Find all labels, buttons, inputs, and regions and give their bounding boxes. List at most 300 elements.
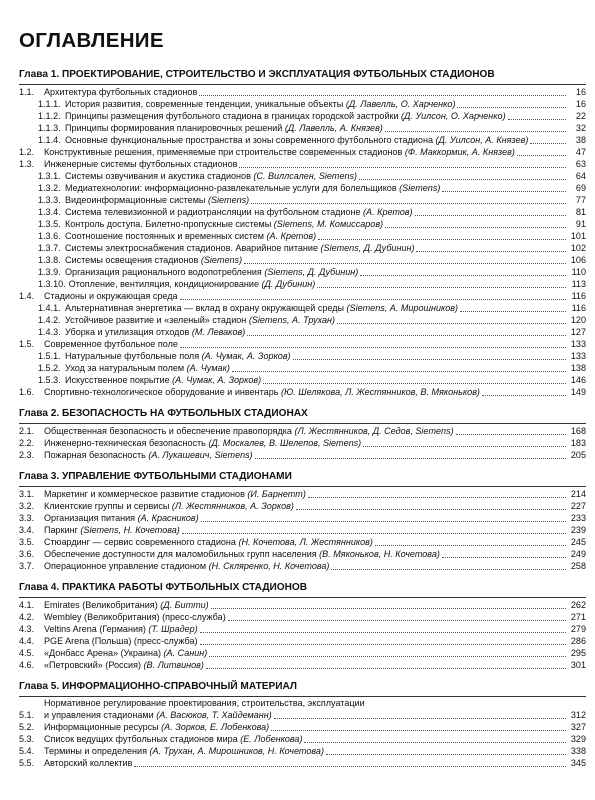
dot-leader: [255, 449, 566, 459]
toc-entry[interactable]: [19, 338, 586, 350]
entry-text: Операционное управление стадионом: [44, 560, 209, 571]
dot-leader: [326, 745, 566, 755]
entry-page: 81: [575, 206, 586, 217]
entry-text: Видеоинформационные системы: [65, 194, 208, 205]
dot-leader: [304, 733, 566, 743]
chapter-section: [19, 581, 586, 671]
toc-entry[interactable]: [19, 698, 586, 721]
dot-leader: [308, 488, 566, 498]
chapter-heading: Глава 1. ПРОЕКТИРОВАНИЕ, СТРОИТЕЛЬСТВО И ЭКСПЛУАТАЦИЯ ФУТБОЛЬНЫХ СТАДИОНОВ: [19, 69, 495, 80]
entry-number: 5.1.: [19, 710, 35, 720]
entry-authors: (А. Трухан, А. Мирошников, Н. Кочетова): [149, 746, 324, 756]
toc-entry[interactable]: [19, 757, 586, 769]
dot-leader: [244, 254, 566, 264]
entry-authors: (Siemens, Д. Дубинин): [264, 266, 359, 277]
dot-leader: [200, 635, 566, 645]
entry-title: [44, 426, 454, 437]
entry-page: 329: [570, 734, 586, 744]
entry-page: 227: [570, 500, 586, 511]
entry-page: 245: [570, 536, 586, 547]
entry-authors: (А. Чумак, А. Зорков): [201, 350, 291, 361]
entry-title: [65, 171, 357, 182]
entry-authors: (А. Зорков, Е. Лобенкова): [161, 722, 270, 732]
toc-entry[interactable]: [19, 425, 586, 437]
chapter-rule: [19, 696, 586, 697]
entry-number: 3.3.: [19, 512, 35, 523]
entry-title: [65, 363, 230, 374]
entry-page: 127: [570, 326, 586, 337]
entry-authors: (Д. Лавелль, О. Харченко): [345, 98, 456, 109]
entry-number: 3.1.: [19, 488, 35, 499]
toc-entry[interactable]: [19, 278, 586, 290]
entry-page: 295: [570, 647, 586, 658]
toc-entry[interactable]: [19, 86, 586, 98]
dot-leader: [359, 170, 566, 180]
dot-leader: [271, 721, 566, 731]
entry-title: [44, 147, 515, 158]
entry-text: Принципы формирования планировочных решений: [65, 122, 285, 133]
toc-entry[interactable]: [19, 560, 586, 572]
entry-page: 133: [570, 338, 586, 349]
entry-title: [65, 183, 440, 194]
toc-entry[interactable]: [19, 158, 586, 170]
entry-page: 47: [575, 146, 586, 157]
entry-text: Отопление, вентиляция, кондиционирование: [68, 278, 262, 289]
dot-leader: [442, 548, 566, 558]
toc-entry[interactable]: [19, 290, 586, 302]
toc-entry[interactable]: [19, 721, 586, 733]
toc-entry[interactable]: [19, 98, 586, 110]
toc-entry[interactable]: [19, 218, 586, 230]
toc-entry[interactable]: [19, 110, 586, 122]
dot-leader: [209, 647, 566, 657]
entry-number: 4.3.: [19, 623, 35, 634]
entry-authors: (Е. Лобенкова): [240, 734, 303, 744]
entry-number: 1.1.1.: [38, 98, 61, 109]
entry-text: Маркетинг и коммерческое развитие стадионов: [44, 488, 248, 499]
entry-authors: (Ю. Шелякова, Л. Жестянников, В. Мяконьков): [280, 386, 480, 397]
toc-entry[interactable]: [19, 733, 586, 745]
entry-title: [65, 231, 316, 242]
dot-leader: [375, 536, 566, 546]
dot-leader: [200, 623, 566, 633]
chapter-rule: [19, 423, 586, 424]
chapter-section: [19, 407, 586, 461]
entry-text: Искусственное покрытие: [65, 374, 173, 385]
toc-entry[interactable]: [19, 488, 586, 500]
entry-text: «Петровский» (Россия): [44, 659, 144, 670]
entry-title: [44, 722, 269, 733]
entry-number: 1.5.1.: [38, 350, 61, 361]
toc-entry[interactable]: [19, 599, 586, 611]
entry-page: 262: [570, 599, 586, 610]
entry-text: Натуральные футбольные поля: [65, 350, 202, 361]
entry-number: 4.1.: [19, 599, 35, 610]
entry-authors: (Д. Дубинин): [261, 278, 316, 289]
entry-number: 1.4.: [19, 290, 35, 301]
entry-page: 338: [570, 746, 586, 756]
entry-authors: (Ф. Маккормик, А. Князев): [404, 146, 515, 157]
entry-title-line2: [44, 709, 586, 721]
entry-authors: (Siemens, Д. Дубинин): [320, 242, 415, 253]
entry-title: [65, 255, 242, 266]
entry-text: Альтернативная энергетика — вклад в охрану окружающей среды: [65, 302, 347, 313]
toc-entry[interactable]: [19, 635, 586, 647]
entry-number: 1.3.7.: [38, 242, 61, 253]
chapter-heading: Глава 2. БЕЗОПАСНОСТЬ НА ФУТБОЛЬНЫХ СТАДИОНАХ: [19, 408, 308, 419]
entry-text: Авторский коллектив: [44, 758, 133, 768]
entry-authors: (Д. Битти): [160, 599, 209, 610]
entry-title: [65, 135, 528, 146]
entry-title: [44, 339, 178, 350]
entry-number: 1.3.3.: [38, 194, 61, 205]
entry-number: 1.3.9.: [38, 266, 61, 277]
entry-text: Организация питания: [44, 512, 138, 523]
entry-authors: (Д. Уилсон, О. Харченко): [401, 110, 506, 121]
entry-title: [44, 758, 132, 769]
entry-text: и управления стадионами: [44, 710, 157, 720]
toc-entry[interactable]: [19, 374, 586, 386]
entry-page: 146: [570, 374, 586, 385]
entry-page: 168: [570, 425, 586, 436]
entry-authors: (Н. Скляренко, Н. Кочетова): [208, 560, 330, 571]
dot-leader: [385, 218, 566, 228]
entry-text: Организация рационального водопотребления: [65, 266, 265, 277]
entry-title: [44, 438, 361, 449]
entry-authors: (Т. Шрадер): [148, 623, 198, 634]
toc-entry[interactable]: [19, 524, 586, 536]
toc-entry[interactable]: [19, 449, 586, 461]
dot-leader: [239, 158, 566, 168]
entry-number: 5.4.: [19, 746, 35, 756]
entry-text: Уход за натуральным полем: [65, 362, 187, 373]
entry-title: [44, 734, 302, 745]
entry-title: [44, 600, 209, 611]
entry-number: 1.3.8.: [38, 254, 61, 265]
dot-leader: [293, 350, 566, 360]
dot-leader: [317, 278, 566, 288]
toc-entry[interactable]: [19, 350, 586, 362]
entry-page: 214: [570, 488, 586, 499]
entry-page: 110: [571, 266, 586, 277]
entry-authors: (Siemens, Н. Кочетова): [80, 524, 180, 535]
entry-authors: (Siemens, А. Мирошников): [346, 302, 459, 313]
entry-title: [44, 501, 294, 512]
dot-leader: [415, 206, 566, 216]
entry-title: [44, 561, 329, 572]
entry-title: [44, 660, 204, 671]
toc-entry[interactable]: [19, 254, 586, 266]
toc-entry[interactable]: [19, 206, 586, 218]
entry-title: [44, 710, 272, 721]
entry-page: 69: [575, 182, 586, 193]
entry-authors: (А. Красников): [137, 512, 199, 523]
entry-authors: (А. Чумак): [186, 362, 230, 373]
entry-title: [44, 746, 324, 757]
entry-text: Архитектура футбольных стадионов: [44, 86, 198, 97]
entry-page: 101: [570, 230, 586, 241]
entry-title: [44, 159, 237, 170]
toc-entry[interactable]: [19, 536, 586, 548]
entry-number: 1.5.3.: [38, 374, 61, 385]
entry-page: 133: [570, 350, 586, 361]
entry-page: 113: [571, 278, 586, 289]
toc-entry[interactable]: [19, 659, 586, 671]
entry-page: 258: [570, 560, 586, 571]
entry-text: Системы озвучивания и акустика стадионов: [65, 170, 254, 181]
entry-number: 5.2.: [19, 722, 35, 732]
entry-authors: (В. Литвинов): [143, 659, 204, 670]
entry-page: 183: [570, 437, 586, 448]
entry-title: [65, 99, 455, 110]
dot-leader: [385, 122, 566, 132]
entry-title: [44, 624, 198, 635]
entry-number: 5.5.: [19, 758, 35, 768]
entry-text: Основные функциональные пространства и зоны современного футбольного стадиона: [65, 134, 436, 145]
entry-title: [44, 387, 480, 398]
entry-number: 1.1.: [19, 86, 35, 97]
toc-entry[interactable]: [19, 500, 586, 512]
toc-entry[interactable]: [19, 230, 586, 242]
dot-leader: [180, 290, 566, 300]
toc-entry[interactable]: [19, 623, 586, 635]
entry-page: 16: [575, 98, 586, 109]
entry-page: 271: [570, 611, 586, 622]
entry-authors: (С. Виллсален, Siemens): [253, 170, 358, 181]
toc-entry[interactable]: [19, 242, 586, 254]
entry-number: 3.5.: [19, 536, 35, 547]
entry-text: Соотношение постоянных и временных систем: [65, 230, 267, 241]
entry-authors: (И. Барнетт): [247, 488, 306, 499]
entry-title: [44, 612, 226, 623]
entry-number: 1.6.: [19, 386, 35, 397]
entry-page: 63: [575, 158, 586, 169]
entry-number: 1.4.3.: [38, 326, 61, 337]
entry-number: 1.3.10.: [38, 278, 66, 289]
toc-entry[interactable]: [19, 362, 586, 374]
toc-entry[interactable]: [19, 194, 586, 206]
chapter-section: [19, 68, 586, 398]
entry-text: Медиатехнологии: информационно-развлекательные услуги для болельщиков: [65, 182, 400, 193]
entry-page: 327: [570, 722, 586, 732]
toc-entry[interactable]: [19, 548, 586, 560]
dot-leader: [416, 242, 566, 252]
entry-text: Термины и определения: [44, 746, 150, 756]
entry-title: [44, 636, 198, 647]
entry-authors: (Л. Жестянников, Д. Седов, Siemens): [294, 425, 454, 436]
entry-authors: (А. Кретов): [363, 206, 413, 217]
entry-text: Veltins Arena (Германия): [44, 623, 149, 634]
entry-text: Emirates (Великобритания): [44, 599, 161, 610]
dot-leader: [206, 659, 566, 669]
entry-page: 16: [575, 86, 586, 97]
chapter-rule: [19, 486, 586, 487]
dot-leader: [457, 98, 566, 108]
entry-authors: (Siemens, М. Комиссаров): [273, 218, 384, 229]
entry-number: 1.3.4.: [38, 206, 61, 217]
entry-text: История развития, современные тенденции, уникальные объекты: [65, 98, 346, 109]
entry-number: 4.2.: [19, 611, 35, 622]
entry-title-wrap: [44, 698, 586, 721]
dot-leader: [530, 134, 566, 144]
entry-text: Конструктивные решения, применяемые при строительстве современных стадионов: [44, 146, 405, 157]
dot-leader: [363, 437, 566, 447]
entry-text: Список ведущих футбольных стадионов мира: [44, 734, 241, 744]
entry-text: Уборка и утилизация отходов: [65, 326, 192, 337]
entry-page: 116: [571, 290, 586, 301]
entry-text: Принципы размещения футбольного стадиона в границах городской застройки: [65, 110, 402, 121]
entry-text: Система телевизионной и радиотрансляции на футбольном стадионе: [65, 206, 364, 217]
entry-title: [69, 279, 316, 290]
dot-leader: [337, 314, 566, 324]
dot-leader: [201, 512, 566, 522]
entry-authors: (Л. Жестянников, А. Зорков): [171, 500, 294, 511]
chapter-heading: Глава 5. ИНФОРМАЦИОННО-СПРАВОЧНЫЙ МАТЕРИАЛ: [19, 681, 298, 692]
toc-entry[interactable]: [19, 611, 586, 623]
dot-leader: [456, 425, 566, 435]
chapter-heading: Глава 3. УПРАВЛЕНИЕ ФУТБОЛЬНЫМИ СТАДИОНАМИ: [19, 471, 292, 482]
entry-text: Информационные ресурсы: [44, 722, 162, 732]
entry-text: Общественная безопасность и обеспечение правопорядка: [44, 425, 295, 436]
entry-authors: (А. Васюков, Т. Хайдеманн): [156, 710, 272, 720]
entry-title: [65, 207, 413, 218]
dot-leader: [318, 230, 566, 240]
entry-text: Контроль доступа. Билетно-пропускные системы: [65, 218, 274, 229]
dot-leader: [199, 86, 566, 96]
toc-entry[interactable]: [19, 170, 586, 182]
entry-authors: (Д. Уилсон, А. Князев): [435, 134, 529, 145]
chapter-heading: Глава 4. ПРАКТИКА РАБОТЫ ФУТБОЛЬНЫХ СТАДИОНОВ: [19, 582, 308, 593]
entry-page: 249: [570, 548, 586, 559]
entry-title: [65, 315, 335, 326]
chapter-rule: [19, 597, 586, 598]
dot-leader: [247, 326, 566, 336]
entry-number: 1.1.3.: [38, 122, 61, 133]
entry-number: 1.2.: [19, 146, 35, 157]
entry-text: Клиентские группы и сервисы: [44, 500, 172, 511]
entry-page: 312: [570, 710, 586, 720]
entry-page: 77: [575, 194, 586, 205]
toc-entry[interactable]: [19, 647, 586, 659]
toc-entry[interactable]: [19, 314, 586, 326]
toc-entry[interactable]: [19, 512, 586, 524]
entry-authors: (А. Чумак, А. Зорков): [172, 374, 262, 385]
entry-number: 1.3.2.: [38, 182, 61, 193]
entry-authors: (М. Леваков): [191, 326, 246, 337]
entry-page: 345: [570, 758, 586, 768]
entry-number: 3.6.: [19, 548, 35, 559]
toc-entry[interactable]: [19, 146, 586, 158]
toc-entry[interactable]: [19, 326, 586, 338]
entry-number: 1.3.1.: [38, 170, 61, 181]
entry-title: [65, 267, 358, 278]
dot-leader: [296, 500, 566, 510]
chapter-rule: [19, 84, 586, 85]
dot-leader: [460, 302, 566, 312]
entry-text: Спортивно-технологическое оборудование и инвентарь: [44, 386, 281, 397]
entry-page: 106: [570, 254, 586, 265]
entry-number: 1.5.2.: [38, 362, 61, 373]
entry-number: 1.4.1.: [38, 302, 61, 313]
page-title: ОГЛАВЛЕНИЕ: [19, 29, 164, 52]
chapter-section: [19, 470, 586, 572]
entry-page: 38: [575, 134, 586, 145]
entry-title: [44, 450, 253, 461]
entry-title: [44, 537, 373, 548]
table-of-contents: [19, 68, 586, 769]
entry-authors: (Д. Москалев, В. Шелепов, Siemens): [208, 437, 362, 448]
entry-number: 4.4.: [19, 635, 35, 646]
toc-entry[interactable]: [19, 266, 586, 278]
entry-authors: (А. Санин): [163, 647, 208, 658]
entry-text: Wembley (Великобритания) (пресс-служба): [44, 611, 226, 622]
entry-text: Инженерные системы футбольных стадионов: [44, 158, 238, 169]
toc-entry[interactable]: [19, 182, 586, 194]
chapter-gap: [19, 572, 586, 581]
entry-title: [65, 375, 261, 386]
dot-leader: [251, 194, 566, 204]
entry-title: [44, 698, 586, 709]
entry-page: 301: [570, 659, 586, 670]
dot-leader: [482, 386, 566, 396]
entry-number: 2.2.: [19, 437, 35, 448]
dot-leader: [134, 757, 566, 767]
toc-entry[interactable]: [19, 134, 586, 146]
entry-title: [65, 327, 245, 338]
entry-number: 3.2.: [19, 500, 35, 511]
entry-authors: (А. Кретов): [266, 230, 317, 241]
entry-number: 1.3.5.: [38, 218, 61, 229]
entry-text: Паркинг: [44, 524, 81, 535]
toc-entry[interactable]: [19, 386, 586, 398]
entry-number: 1.3.6.: [38, 230, 61, 241]
dot-leader: [508, 110, 566, 120]
toc-entry[interactable]: [19, 302, 586, 314]
toc-entry[interactable]: [19, 122, 586, 134]
entry-number: 1.3.: [19, 158, 35, 169]
entry-number: 3.4.: [19, 524, 35, 535]
entry-title: [44, 549, 440, 560]
chapter-gap: [19, 398, 586, 407]
entry-text: Системы освещения стадионов: [65, 254, 201, 265]
entry-page: 279: [570, 623, 586, 634]
entry-page: 233: [570, 512, 586, 523]
entry-text: «Донбасс Арена» (Украина): [44, 647, 164, 658]
entry-number: 5.3.: [19, 734, 35, 744]
entry-title: [65, 195, 249, 206]
entry-text: Нормативное регулирование проектирования, строительства, эксплуатации: [44, 698, 365, 708]
entry-page: 22: [575, 110, 586, 121]
entry-number: 1.1.4.: [38, 134, 61, 145]
entry-authors: (Н. Кочетова, Л. Жестянников): [238, 536, 373, 547]
entry-number: 1.4.2.: [38, 314, 61, 325]
entry-authors: (Siemens): [200, 254, 243, 265]
entry-number: 1.1.2.: [38, 110, 61, 121]
entry-authors: (Siemens): [399, 182, 441, 193]
dot-leader: [517, 146, 566, 156]
dot-leader: [274, 709, 566, 719]
entry-title: [65, 303, 458, 314]
entry-number: 2.1.: [19, 425, 35, 436]
toc-entry[interactable]: [19, 745, 586, 757]
dot-leader: [182, 524, 566, 534]
entry-title: [44, 291, 178, 302]
chapter-gap: [19, 671, 586, 680]
entry-authors: (А. Лукашевич, Siemens): [148, 449, 253, 460]
entry-text: Современное футбольное поле: [44, 338, 178, 349]
toc-entry[interactable]: [19, 437, 586, 449]
entry-title: [44, 513, 199, 524]
